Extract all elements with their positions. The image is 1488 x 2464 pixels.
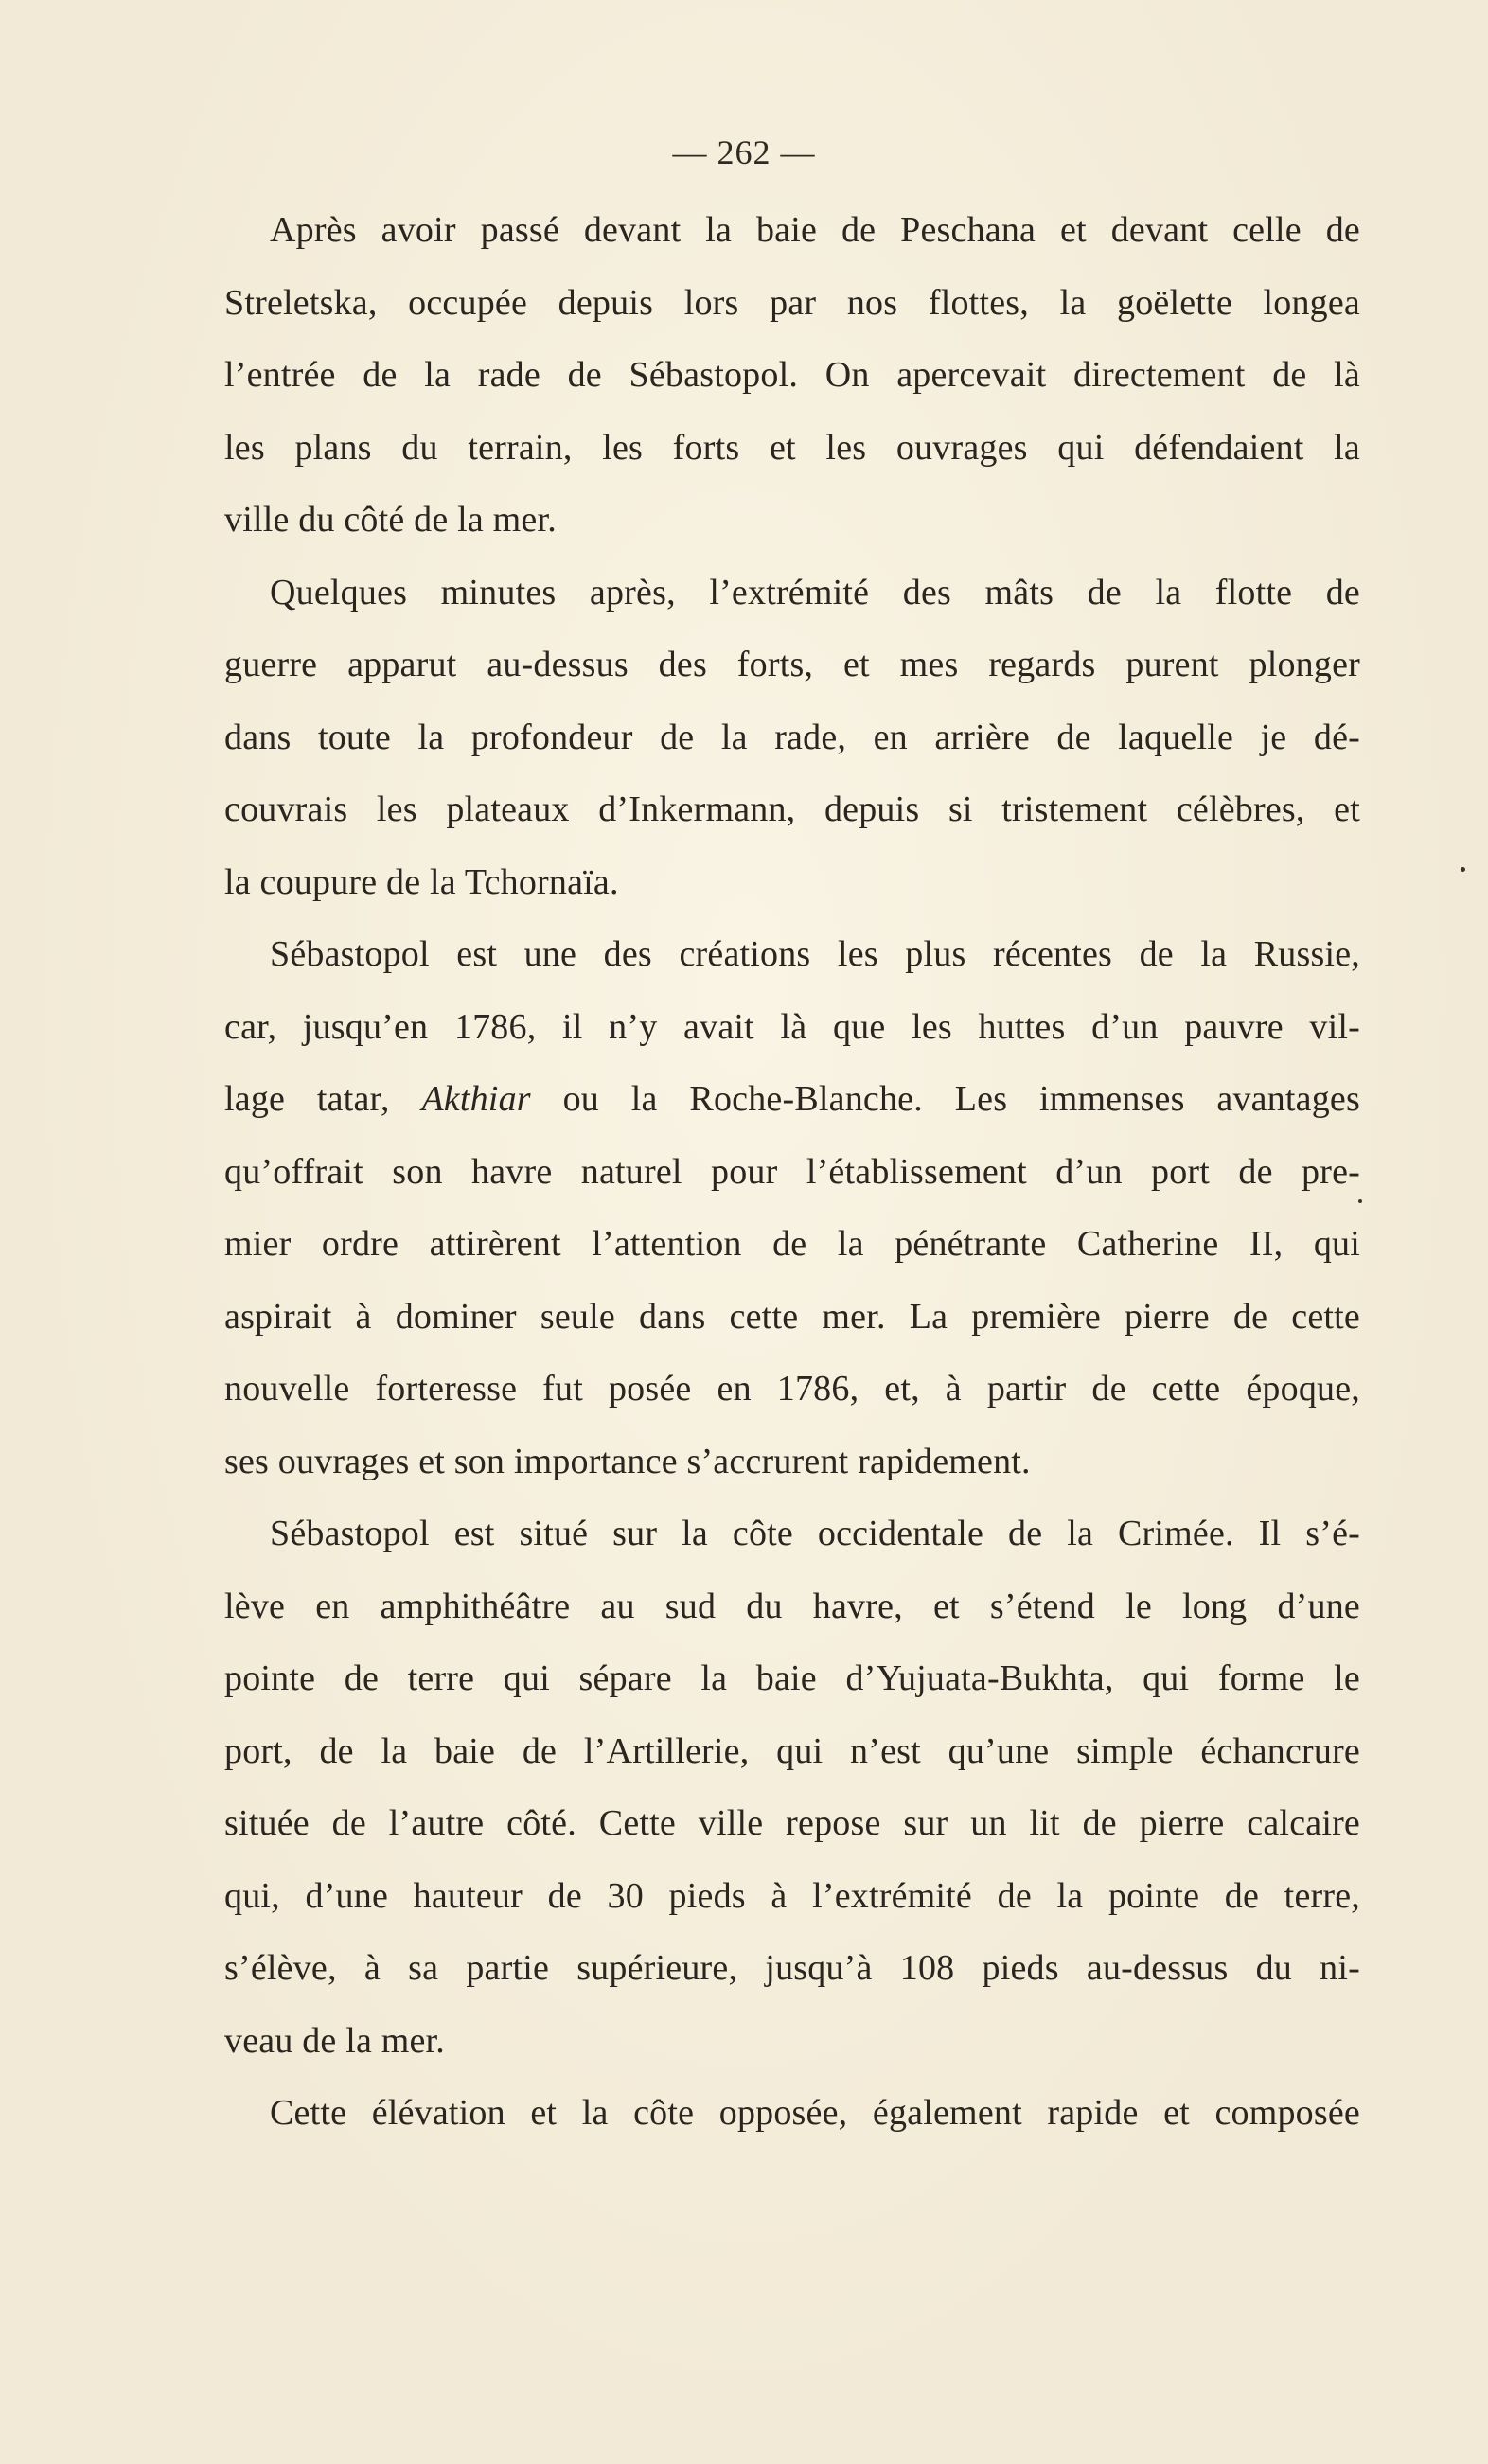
text-line — [224, 1063, 1360, 1136]
ink-speck — [1358, 1199, 1362, 1203]
text-line: l’entrée de la rade de Sébastopol. On apercevait directement de là — [224, 355, 1360, 395]
text-line: les plans du terrain, les forts et les ouvrages qui défendaient la — [224, 427, 1360, 468]
text-line: guerre apparut au-dessus des forts, et mes regards purent plonger — [224, 645, 1360, 684]
text-line: car, jusqu’en 1786, il n’y avait là que les huttes d’un pauvre vil- — [224, 1006, 1360, 1047]
text-line: Sébastopol est situé sur la côte occidentale de la Crimée. Il s’é- — [270, 1514, 1360, 1553]
ink-speck — [1461, 867, 1465, 872]
text-line: port, de la baie de l’Artillerie, qui n’est qu’une simple échancrure — [224, 1730, 1360, 1771]
text-line: Streletska, occupée depuis lors par nos flottes, la goëlette longea — [224, 282, 1360, 323]
page-number: — 262 — — [672, 133, 816, 171]
text-line: Quelques minutes après, l’extrémité des mâts de la flotte de — [270, 572, 1360, 612]
text-line: Sébastopol est une des créations les plus récentes de la Russie, — [270, 934, 1360, 974]
text-line: couvrais les plateaux d’Inkermann, depuis si tristement célèbres, et — [224, 789, 1360, 829]
text-line: aspirait à dominer seule dans cette mer. La première pierre de cette — [224, 1296, 1360, 1337]
text-line: nouvelle forteresse fut posée en 1786, et, à partir de cette époque, — [224, 1369, 1360, 1409]
italic-place-name: Akthiar — [421, 1079, 531, 1119]
text-line: qu’offrait son havre naturel pour l’établissement d’un port de pre- — [224, 1151, 1360, 1192]
text-line: pointe de terre qui sépare la baie d’Yujuata-Bukhta, qui forme le — [224, 1658, 1360, 1698]
text-line: qui, d’une hauteur de 30 pieds à l’extrémité de la pointe de terre, — [224, 1875, 1360, 1916]
text-segment: lage tatar, — [224, 1079, 422, 1119]
text-line: s’élève, à sa partie supérieure, jusqu’à 108 pieds au-dessus du ni- — [224, 1948, 1360, 1988]
text-line: mier ordre attirèrent l’attention de la pénétrante Catherine II, qui — [224, 1224, 1360, 1264]
text-line: ses ouvrages et son importance s’accrurent rapidement. — [224, 1441, 1031, 1481]
text-segment: ou la Roche-Blanche. Les immenses avantages — [530, 1079, 1360, 1119]
text-line: Cette élévation et la côte opposée, également rapide et composée — [270, 2093, 1360, 2133]
text-line: ville du côté de la mer. — [224, 500, 557, 540]
body-text — [224, 194, 1360, 2150]
text-line: lève en amphithéâtre au sud du havre, et s’étend le long d’une — [224, 1586, 1360, 1626]
text-line: dans toute la profondeur de la rade, en arrière de laquelle je dé- — [224, 717, 1360, 757]
text-line: située de l’autre côté. Cette ville repose sur un lit de pierre calcaire — [224, 1803, 1360, 1843]
text-line: veau de la mer. — [224, 2020, 446, 2061]
text-line: Après avoir passé devant la baie de Peschana et devant celle de — [270, 210, 1360, 250]
text-line: la coupure de la Tchornaïa. — [224, 861, 619, 902]
